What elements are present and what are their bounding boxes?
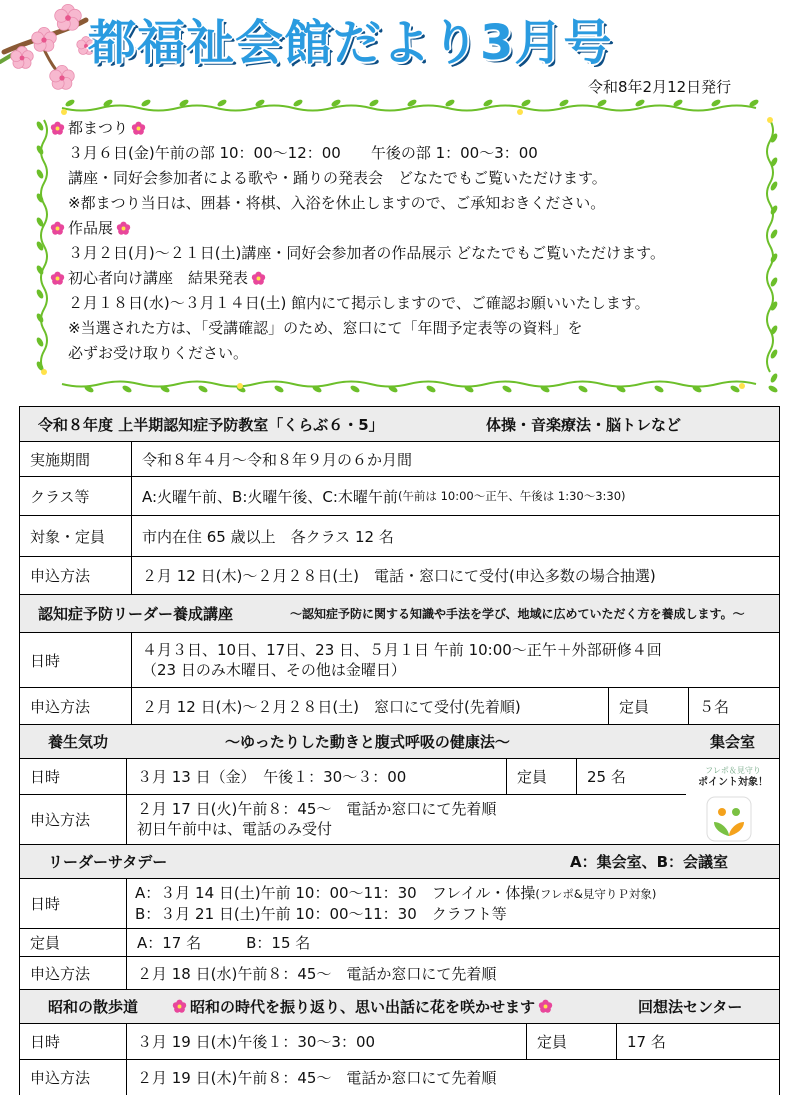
leaf-icon [216, 98, 227, 108]
showa-header [19, 989, 780, 1023]
leaf-icon [520, 98, 531, 108]
leaf-icon [767, 384, 778, 394]
period-value: 令和８年４月～令和８年９月の６か月間 [131, 442, 779, 476]
leaf-icon [577, 384, 588, 394]
club65-header [19, 406, 780, 441]
showa-subtitle: 昭和の時代を振り返り、思い出話に花を咲かせます [172, 990, 553, 1023]
saturday-date-value [126, 879, 779, 928]
date-value: ３月 19 日(木)午後１：30～3：00 [126, 1024, 526, 1059]
apply-line: ２月 17 日(火)午前８：45～ 電話か窓口にて先着順 [137, 800, 497, 818]
festival-time: ３月６日(金)午前の部 10：00～12：00 午後の部 1：00～3：00 [68, 144, 538, 162]
festival-heading: 都まつり [50, 118, 146, 138]
showa-title: 昭和の散歩道 [48, 998, 139, 1016]
apply-label: 申込方法 [30, 964, 91, 983]
beginner-note-cont: 必ずお受け取りください。 [68, 344, 249, 362]
leaf-icon [769, 228, 779, 239]
frepo-point-logo-icon [706, 796, 752, 842]
flower-icon [50, 121, 65, 136]
flower-icon [538, 999, 553, 1014]
qigong-header [19, 724, 780, 758]
saturday-rooms: A：集会室、B：会議室 [570, 853, 729, 871]
leaf-icon [710, 98, 721, 108]
leaf-icon [273, 384, 284, 394]
table-row [19, 878, 780, 928]
table-row [19, 1023, 780, 1059]
beginner-posting: ２月１８日(水)～３月１４日(土) 館内にて掲示しますので、ご確認お願いいたします。 [68, 294, 650, 312]
announcements-box [34, 112, 766, 382]
capacity-label: 定員 [608, 688, 688, 724]
qigong-title: 養生気功 [48, 733, 109, 751]
apply-value: ２月 12 日(木)～２月２８日(土) 電話・窓口にて受付(申込多数の場合抽選) [131, 557, 779, 594]
leader-header [19, 594, 780, 632]
leaf-icon [425, 384, 436, 394]
apply-note: 初日午前中は、電話のみ受付 [137, 820, 333, 838]
date-label: 日時 [30, 895, 61, 913]
table-row [19, 632, 780, 687]
table-row [19, 441, 780, 476]
leaf-icon [444, 98, 455, 108]
session-a: A：３月 14 日(土)午前 10：00～11：30 フレイル・体操(フレポ&見守りＰ対象) [135, 884, 657, 902]
flower-icon [50, 271, 65, 286]
target-label: 対象・定員 [30, 527, 106, 546]
capacity-label: 定員 [30, 934, 61, 952]
club65-subtitle: 体操・音楽療法・脳トレなど [486, 415, 682, 434]
leaf-icon [64, 98, 75, 108]
table-row [19, 758, 780, 794]
showa-room: 回想法センター [638, 998, 743, 1016]
leaf-icon [729, 384, 740, 394]
table-row [19, 956, 780, 989]
cherry-blossom-icon [32, 27, 57, 51]
class-label: クラス等 [30, 487, 90, 506]
leaf-icon [349, 384, 360, 394]
beginner-heading: 初心者向け講座 結果発表 [50, 268, 266, 288]
date-value: ３月 13 日（金） 午後１：30～３：00 [126, 759, 506, 794]
flower-icon [131, 121, 146, 136]
leaf-icon [769, 276, 779, 287]
apply-label: 申込方法 [30, 810, 91, 829]
leader-date-note: （23 日のみ木曜日、その他は金曜日） [142, 661, 406, 679]
bud-icon [237, 383, 243, 389]
table-row [19, 1059, 780, 1095]
table-row [19, 687, 780, 724]
session-b: B：３月 21 日(土)午前 10：00～11：30 クラフト等 [135, 905, 507, 923]
qigong-room: 集会室 [710, 733, 756, 751]
capacity-value: 17 名 [616, 1024, 779, 1059]
leaf-icon [769, 252, 779, 263]
capacity-value: ５名 [688, 688, 779, 724]
flower-icon [172, 999, 187, 1014]
leaf-icon [121, 384, 132, 394]
qigong-subtitle: ～ゆったりした動きと腹式呼吸の健康法～ [225, 733, 510, 751]
saturday-title: リーダーサタデー [48, 853, 168, 871]
apply-value: ２月 12 日(木)～２月２８日(土) 窓口にて受付(先着順) [131, 688, 608, 724]
festival-description: 講座・同好会参加者による歌や・踊りの発表会 どなたでもご覧いただけます。 [68, 169, 607, 187]
apply-label: 申込方法 [30, 697, 91, 716]
apply-value: ２月 18 日(水)午前８：45～ 電話か窓口にて先着順 [126, 957, 779, 989]
capacity-label: 定員 [526, 1024, 616, 1059]
club65-title: 令和８年度 上半期認知症予防教室「くらぶ６・5」 [38, 415, 384, 434]
capacity-value: 25 名 [576, 759, 686, 794]
table-row [19, 556, 780, 594]
leaf-icon [292, 98, 303, 108]
table-row [19, 928, 780, 956]
exhibition-heading: 作品展 [50, 218, 131, 238]
apply-label: 申込方法 [30, 567, 91, 585]
flower-icon [50, 221, 65, 236]
date-label: 日時 [30, 1033, 61, 1051]
target-value: 市内在住 65 歳以上 各クラス 12 名 [131, 516, 779, 556]
table-row [19, 794, 780, 844]
table-row [19, 515, 780, 556]
cherry-blossom-icon [50, 65, 75, 89]
programs-table [19, 406, 780, 1095]
date-label: 日時 [30, 651, 61, 670]
beginner-note: ※当選された方は、「受講確認」のため、窓口にて「年間予定表等の資料」を [68, 319, 583, 337]
leaf-icon [368, 98, 379, 108]
period-label: 実施期間 [30, 450, 91, 469]
flower-icon [251, 271, 266, 286]
saturday-header [19, 844, 780, 878]
leader-date-value [131, 633, 779, 687]
apply-value: ２月 19 日(木)午前８：45～ 電話か窓口にて先着順 [126, 1060, 779, 1095]
newsletter-title: 都福祉会館だより3月号 [88, 15, 613, 71]
leader-subtitle: ～認知症予防に関する知識や手法を学び、地域に広めていただく方を養成します。～ [290, 607, 745, 621]
class-time-note: (午前は 10:00～正午、午後は 1:30～3:30) [397, 489, 626, 503]
leaf-icon [653, 384, 664, 394]
qigong-apply-value [126, 794, 779, 844]
capacity-value: A：17 名 B：15 名 [126, 929, 779, 956]
leaf-icon [197, 384, 208, 394]
leaf-icon [769, 372, 779, 383]
leader-date-line: ４月３日、10日、17日、23 日、５月１日 午前 10:00～正午＋外部研修４回 [142, 641, 662, 659]
bud-icon [767, 117, 773, 123]
apply-label: 申込方法 [30, 1069, 91, 1087]
leader-title: 認知症予防リーダー養成講座 [38, 605, 234, 623]
flower-icon [116, 221, 131, 236]
exhibition-detail: ３月２日(月)～２１日(土)講座・同好会参加者の作品展示 どなたでもご覧いただけます。 [68, 244, 665, 262]
issue-date: 令和8年2月12日発行 [588, 78, 732, 96]
class-value: A:火曜午前、B:火曜午後、C:木曜午前 (午前は 10:00～正午、午後は 1:30～3:30) [131, 477, 779, 515]
bud-icon [739, 383, 745, 389]
leaf-icon [140, 98, 151, 108]
leaf-icon [501, 384, 512, 394]
date-label: 日時 [30, 768, 61, 786]
point-badge: フレポ＆見守り ポイント対象！ [698, 766, 768, 788]
capacity-label: 定員 [506, 759, 576, 794]
festival-note: ※都まつり当日は、囲碁・将棋、入浴を休止しますので、ご承知おきください。 [68, 194, 606, 212]
cherry-blossom-icon [55, 4, 82, 30]
table-row [19, 476, 780, 515]
